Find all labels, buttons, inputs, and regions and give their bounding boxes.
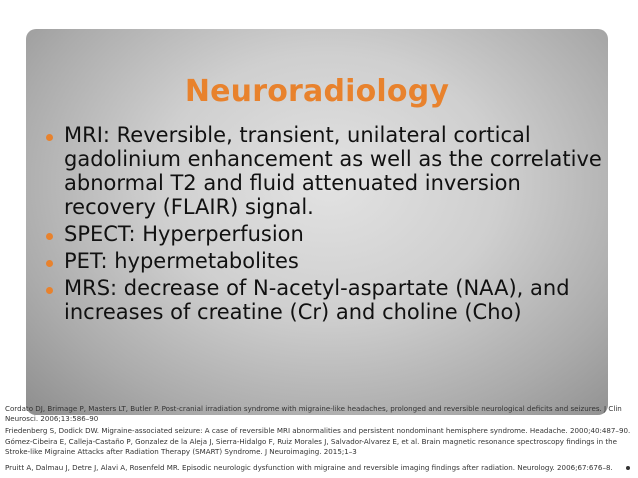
bullet-dot-icon <box>46 233 53 240</box>
bullet-text: PET: hypermetabolites <box>64 249 299 273</box>
bullet-dot-icon <box>46 134 53 141</box>
bullet-text: MRI: Reversible, transient, unilateral cortical gadolinium enhancement as well as the correlative abnormal T2 and fluid attenuated inversion recovery (FLAIR) signal. <box>64 123 602 219</box>
reference-item: Cordato DJ, Brimage P, Masters LT, Butler P. Post-cranial irradiation syndrome with migraine-like headaches, prolonged and reversible neurological deficits and seizures. J Clin Neurosci. 2006;13:586–90 <box>5 404 622 423</box>
bullet-item-spect <box>42 222 602 246</box>
bullet-text: MRS: decrease of N-acetyl-aspartate (NAA), and increases of creatine (Cr) and choline (Cho) <box>64 276 570 324</box>
bullet-dot-icon <box>46 260 53 267</box>
bullet-item-mri <box>42 123 602 219</box>
bullet-dot-icon <box>46 287 53 294</box>
references-block <box>5 404 635 475</box>
bullet-item-mrs <box>42 276 602 324</box>
page-dot-icon <box>626 466 630 470</box>
reference-item: Pruitt A, Dalmau J, Detre J, Alavi A, Rosenfeld MR. Episodic neurologic dysfunction with migraine and reversible imaging findings after radiation. Neurology. 2006;67:676–8. <box>5 463 613 472</box>
bullet-item-pet <box>42 249 602 273</box>
slide-title: Neuroradiology <box>184 74 450 109</box>
reference-item: Friedenberg S, Dodick DW. Migraine-associated seizure: A case of reversible MRI abnormalities and persistent nondominant hemisphere syndrome. Headache. 2000;40:487–90. <box>5 425 631 435</box>
bullet-list <box>42 123 602 327</box>
bullet-text: SPECT: Hyperperfusion <box>64 222 304 246</box>
reference-item: Gómez-Cibeira E, Calleja-Castaño P, Gonzalez de la Aleja J, Sierra-Hidalgo F, Ruiz Morales J, Salvador-Alvarez E, et al. Brain magnetic resonance spectroscopy findings in the Stroke-like Migraine Attacks after Radiation Therapy (SMART) Syndrome. J Neuroimaging. 2015;1–3 <box>5 437 618 456</box>
